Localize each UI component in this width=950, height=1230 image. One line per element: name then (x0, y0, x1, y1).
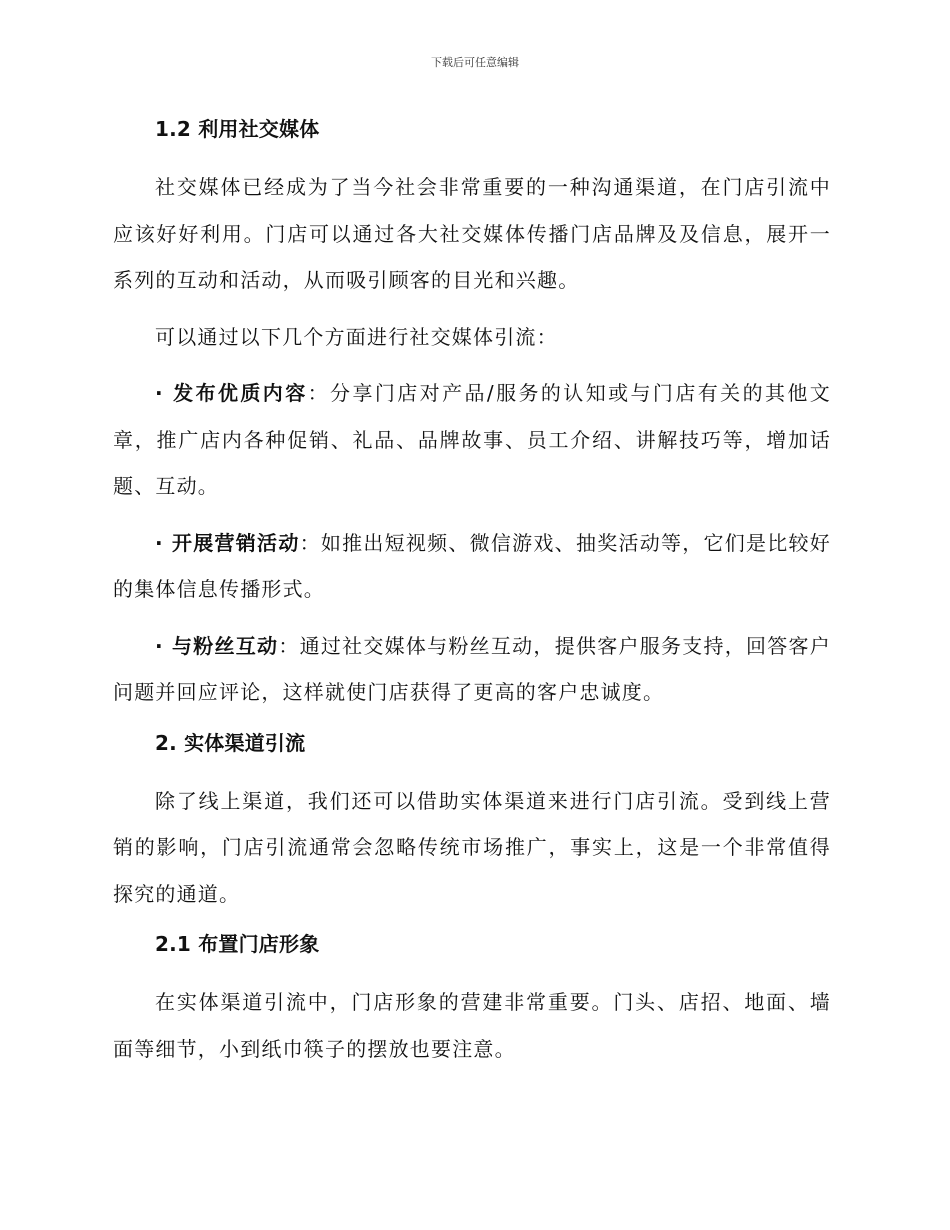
bullet-item-fan-interaction (113, 623, 831, 716)
paragraph-store-image: 在实体渠道引流中，门店形象的营建非常重要。门头、店招、地面、墙面等细节，小到纸巾筷子的摆放也要注意。 (113, 990, 831, 1061)
bullet-item-marketing-activity (113, 520, 831, 613)
bullet-text: ：如推出短视频、微信游戏、抽奖活动等，它们是比较好的集体信息传播形式。 (113, 530, 831, 601)
section-heading-2-1: 2.1 布置门店形象 (155, 932, 320, 956)
section-heading-2: 2. 实体渠道引流 (155, 730, 306, 755)
paragraph-social-media-lead: 可以通过以下几个方面进行社交媒体引流： (155, 324, 558, 349)
bullet-text: ：通过社交媒体与粉丝互动，提供客户服务支持，回答客户问题并回应评论，这样就使门店获得了更高的客户忠诚度。 (113, 633, 832, 704)
paragraph-social-media-intro: 社交媒体已经成为了当今社会非常重要的一种沟通渠道，在门店引流中应该好好利用。门店可以通过各大社交媒体传播门店品牌及及信息，展开一系列的互动和活动，从而吸引顾客的目光和兴趣。 (113, 175, 831, 292)
bullet-item-quality-content (113, 370, 831, 510)
bullet-label: · 发布优质内容 (155, 381, 308, 405)
page-header-note: 下载后可任意编辑 (431, 56, 519, 69)
section-heading-1-2: 1.2 利用社交媒体 (155, 117, 320, 141)
bullet-label: · 与粉丝互动 (155, 633, 279, 658)
document-body (113, 112, 831, 1082)
paragraph-physical-channel: 除了线上渠道，我们还可以借助实体渠道来进行门店引流。受到线上营销的影响，门店引流通常会忽略传统市场推广，事实上，这是一个非常值得探究的通道。 (113, 788, 831, 906)
bullet-text: ：分享门店对产品/服务的认知或与门店有关的其他文章，推广店内各种促销、礼品、品牌故事、员工介绍、讲解技巧等，增加话题、互动。 (113, 381, 831, 498)
bullet-label: · 开展营销活动 (155, 530, 300, 555)
